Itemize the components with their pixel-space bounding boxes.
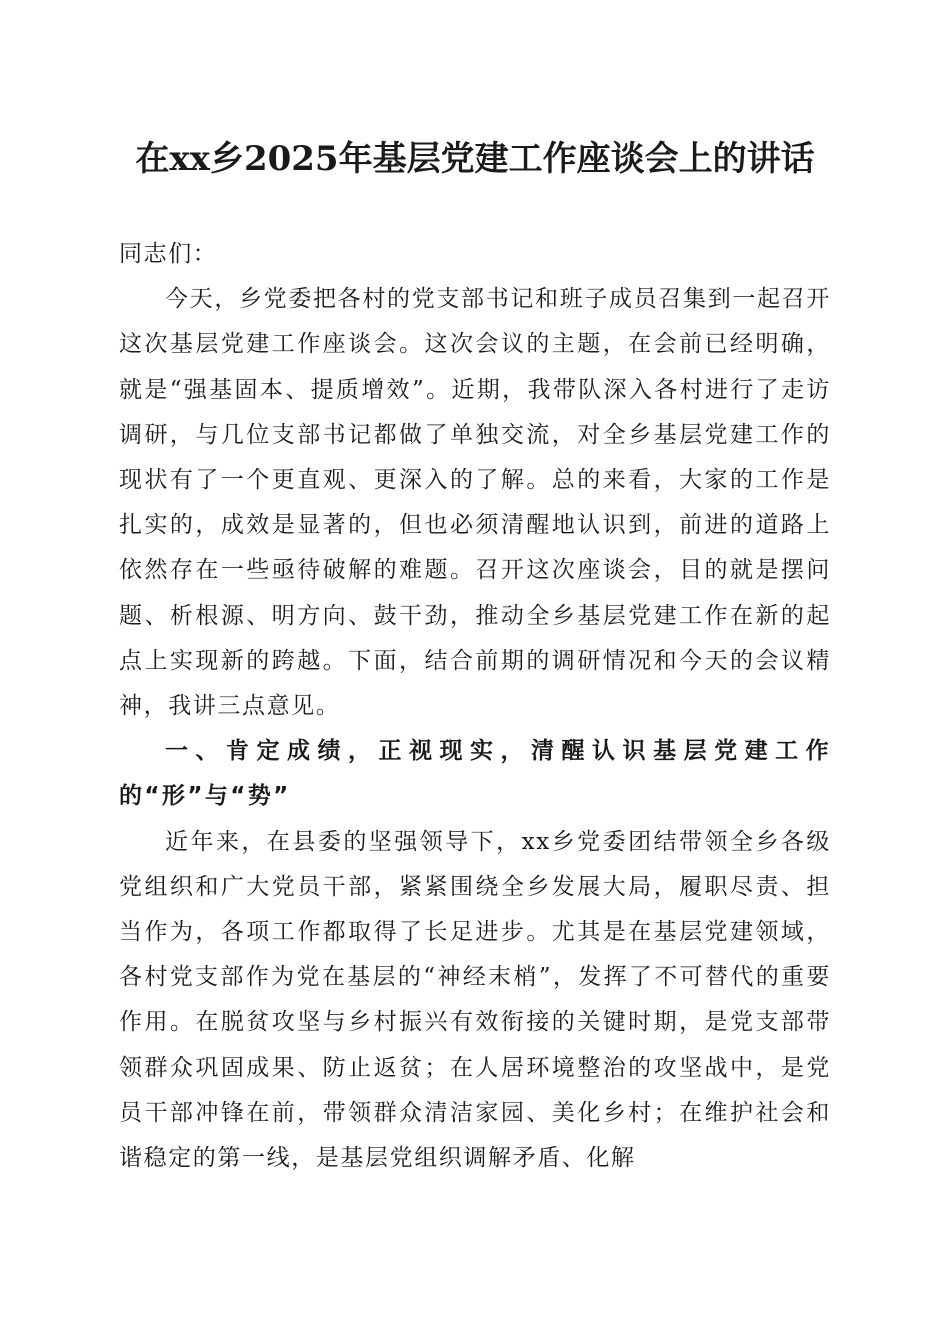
salutation: 同志们： — [119, 241, 218, 267]
section-1-heading: 一、肯定成绩，正视现实，清醒认识基层党建工作的“形”与“势” — [119, 738, 831, 810]
section-1-paragraph: 近年来，在县委的坚强领导下，xx乡党委团结带领全乡各级党组织和广大党员干部，紧紧围绕全乡发展大局，履职尽责、担当作为，各项工作都取得了长足进步。尤其是在基层党建领域，各村党支部作为党在基层的“神经末梢”，发挥了不可替代的重要作用。在脱贫攻坚与乡村振兴有效衔接的关键时期，是党支部带领群众巩固成果、防止返贫；在人居环境整治的攻坚战中，是党员干部冲锋在前，带领群众清洁家园、美化乡村；在维护社会和谐稳定的第一线，是基层党组织调解矛盾、化解 — [119, 828, 831, 1172]
intro-paragraph: 今天，乡党委把各村的党支部书记和班子成员召集到一起召开这次基层党建工作座谈会。这次会议的主题，在会前已经明确，就是“强基固本、提质增效”。近期，我带队深入各村进行了走访调研，与几位支部书记都做了单独交流，对全乡基层党建工作的现状有了一个更直观、更深入的了解。总的来看，大家的工作是扎实的，成效是显著的，但也必须清醒地认识到，前进的道路上依然存在一些亟待破解的难题。召开这次座谈会，目的就是摆问题、析根源、明方向、鼓干劲，推动全乡基层党建工作在新的起点上实现新的跨越。下面，结合前期的调研情况和今天的会议精神，我讲三点意见。 — [119, 286, 831, 720]
document-title: 在xx乡2025年基层党建工作座谈会上的讲话 — [135, 139, 815, 179]
document-body — [119, 232, 831, 1181]
